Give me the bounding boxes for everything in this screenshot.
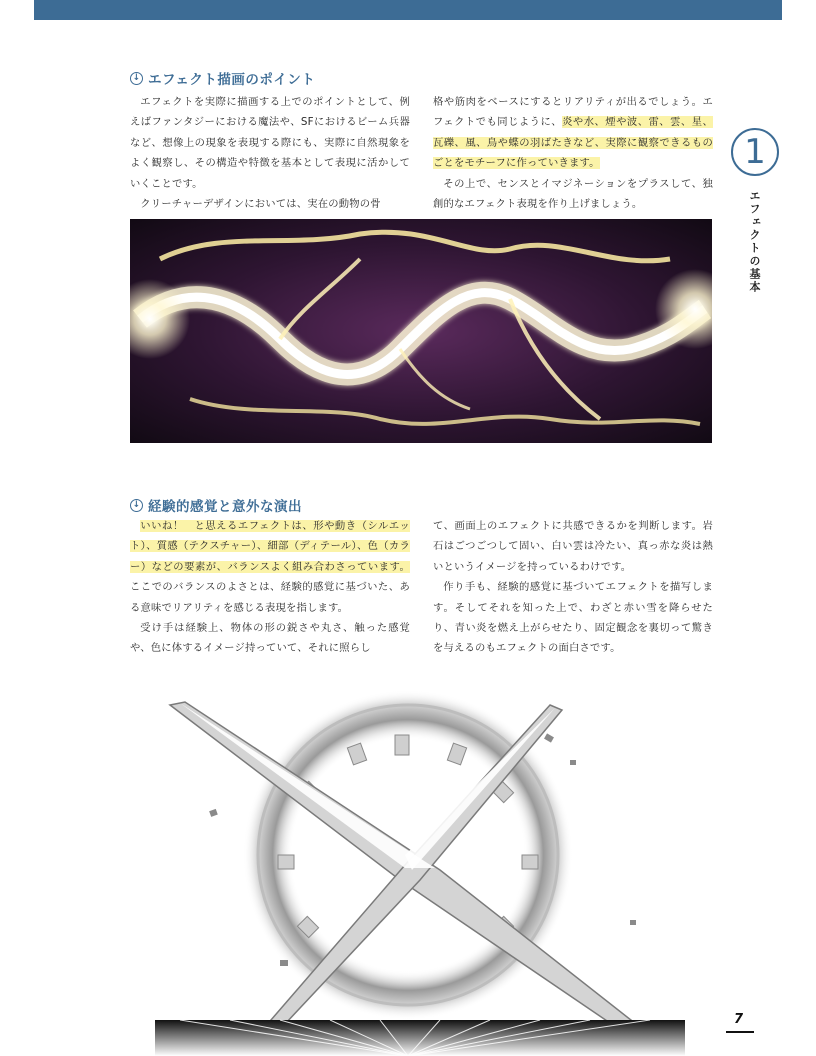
section2-right-column: [433, 516, 713, 659]
highlighted-text: 炎や水、煙や波、雷、雲、星、瓦礫、風、鳥や蝶の羽ばたきなど、実際に観察できるものごとをモチーフに作っていきます。: [433, 116, 713, 170]
section1-left-column: [130, 92, 410, 214]
section-heading-empirical-sense: [130, 495, 302, 515]
page-number: 7: [734, 1012, 744, 1027]
paragraph: クリーチャーデザインにおいては、実在の動物の骨: [140, 198, 381, 211]
highlighted-text: いいね！ と思えるエフェクトは、形や動き（シルエット）、質感（テクスチャー）、細部（ディテール）、色（カラー）などの要素が、バランスよく組み合わさっています。: [130, 520, 410, 573]
paragraph: て、画面上のエフェクトに共感できるかを判断します。岩石はごつごつして固い、白い雲は冷たい、真っ赤な炎は熱いというイメージを持っているわけです。: [433, 520, 713, 573]
paragraph: エフェクトを実際に描画する上でのポイントとして、例えばファンタジーにおける魔法や、SFにおけるビーム兵器など、想像上の現象を表現する際にも、実際に自然現象をよく観察し、その構造や特徴を基本として表現に活かしていくことです。: [130, 96, 410, 190]
paragraph-text: 格や筋肉をベースにするとリアリティが出るでしょう。エフェクトでも同じように、: [433, 96, 713, 129]
x-slash-effect-illustration: [150, 690, 700, 1056]
paragraph: 受け手は経験上、物体の形の鋭さや丸さ、触った感覚や、色に体するイメージ持っていて、それに照らし: [130, 622, 410, 655]
paragraph: [130, 516, 410, 618]
lightning-svg: [130, 219, 712, 443]
circled-down-arrow-icon: ↓: [130, 499, 143, 512]
x-effect-svg: [150, 690, 700, 1056]
header-bar: [34, 0, 782, 20]
section2-left-column: [130, 516, 410, 659]
page-number-underline: [726, 1031, 754, 1033]
paragraph: その上で、センスとイマジネーションをプラスして、独創的なエフェクト表現を作り上げましょう。: [433, 177, 713, 211]
paragraph-text: ここでのバランスのよさとは、経験的感覚に基づいた、ある意味でリアリティを感じる表現を指します。: [130, 581, 410, 614]
circled-down-arrow-icon: ↓: [130, 72, 143, 85]
paragraph: 作り手も、経験的感覚に基づいてエフェクトを描写します。そしてそれを知った上で、わざと赤い雪を降らせたり、青い炎を燃え上がらせたり、固定観念を裏切って驚きを与えるのもエフェクトの面白さです。: [433, 581, 713, 655]
lightning-illustration: [130, 219, 712, 443]
chapter-number: 1: [731, 128, 779, 176]
section-heading-effect-points: [130, 68, 315, 88]
section1-right-column: [433, 92, 713, 214]
paragraph: [433, 92, 713, 174]
chapter-title: エフェクトの基本: [748, 190, 761, 294]
section-heading-text: エフェクト描画のポイント: [148, 72, 316, 88]
section-heading-text: 経験的感覚と意外な演出: [148, 499, 302, 515]
